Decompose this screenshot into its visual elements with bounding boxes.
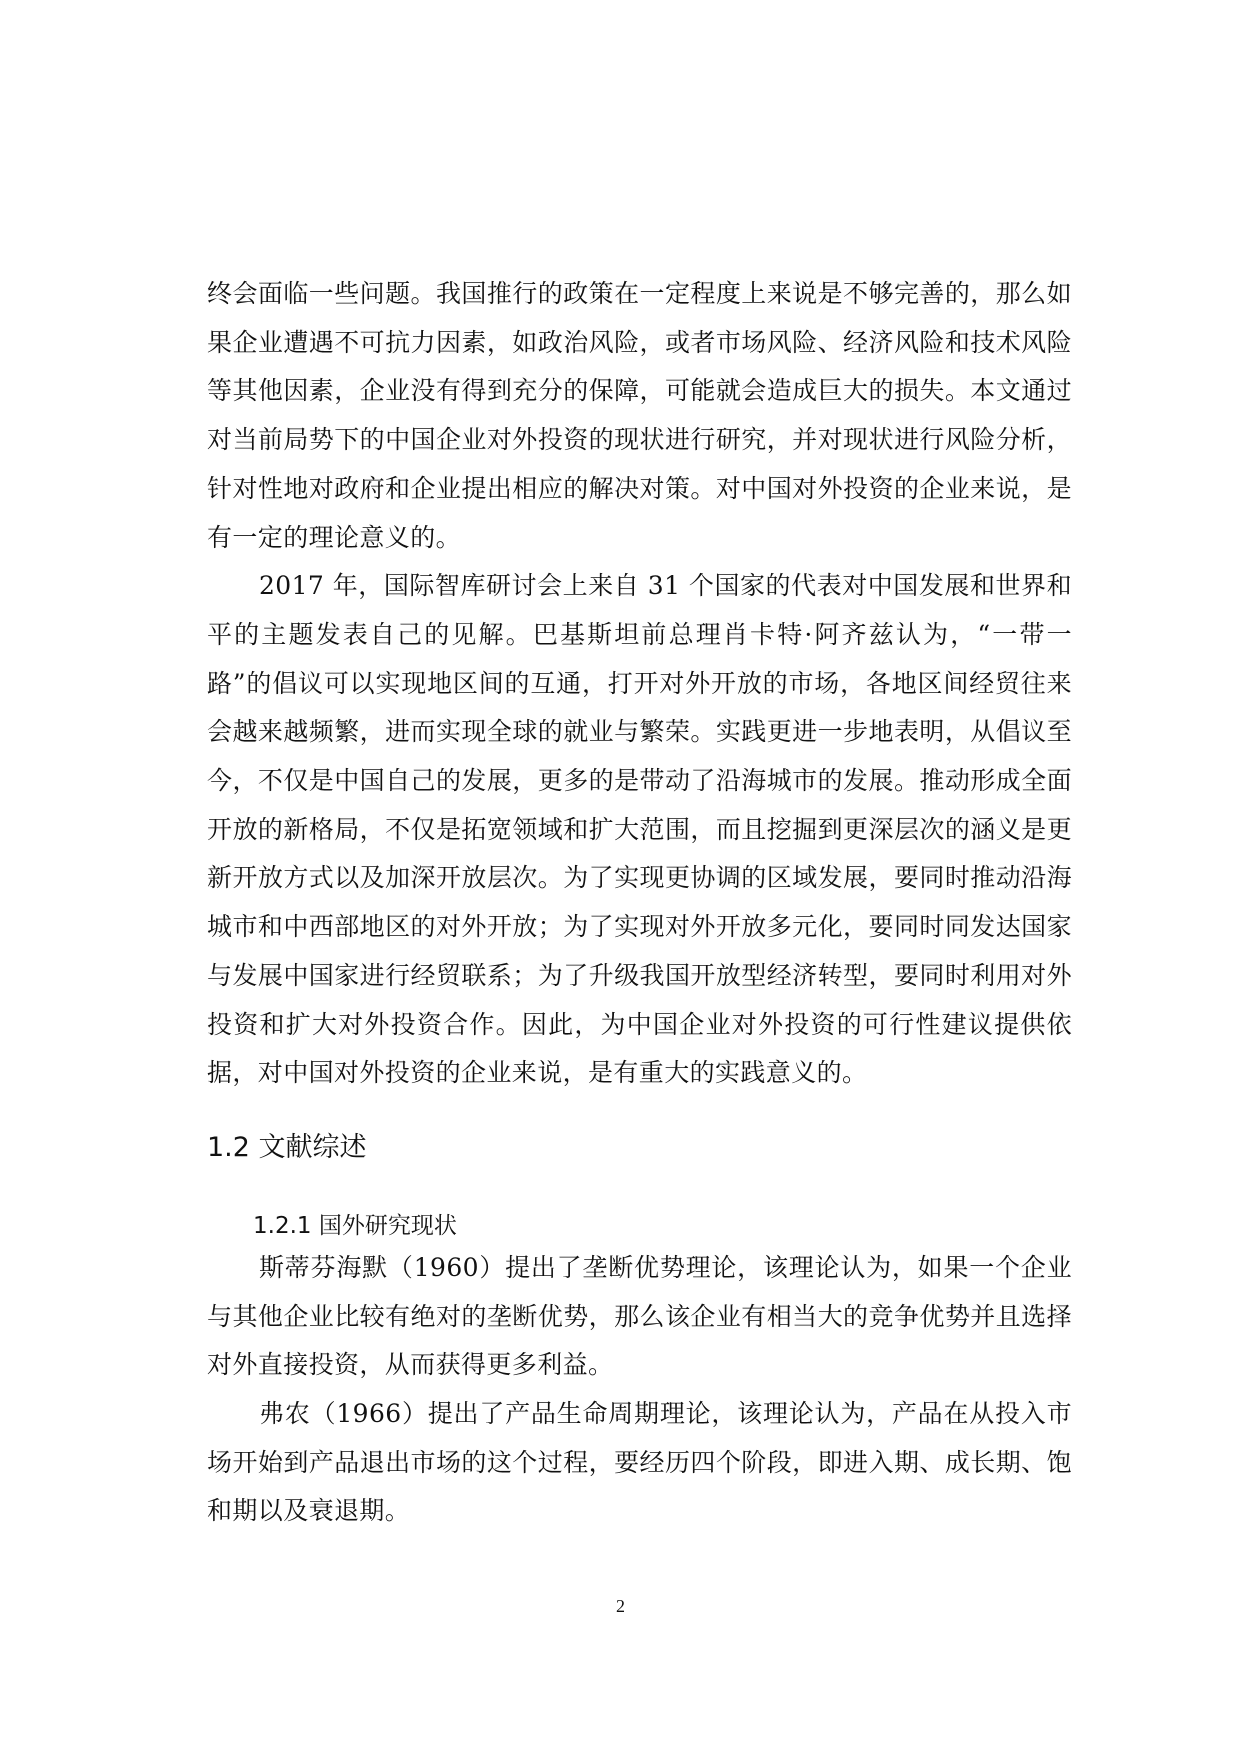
paragraph-vernon: 弗农（1966）提出了产品生命周期理论，该理论认为，产品在从投入市场开始到产品退出市场的这个过程，要经历四个阶段，即进入期、成长期、饱和期以及衰退期。 bbox=[207, 1399, 1072, 1526]
page-number: 2 bbox=[616, 1596, 625, 1616]
paragraph-continuation: 终会面临一些问题。我国推行的政策在一定程度上来说是不够完善的，那么如果企业遭遇不可抗力因素，如政治风险，或者市场风险、经济风险和技术风险等其他因素，企业没有得到充分的保障，可能就会造成巨大的损失。本文通过对当前局势下的中国企业对外投资的现状进行研究，并对现状进行风险分析，针对性地对政府和企业提出相应的解决对策。对中国对外投资的企业来说，是有一定的理论意义的。 bbox=[207, 279, 1072, 552]
paragraph-belt-and-road: 2017 年，国际智库研讨会上来自 31 个国家的代表对中国发展和世界和平的主题发表自己的见解。巴基斯坦前总理肖卡特·阿齐兹认为，“一带一路”的倡议可以实现地区间的互通，打开对外开放的市场，各地区间经贸往来会越来越频繁，进而实现全球的就业与繁荣。实践更进一步地表明，从倡议至今，不仅是中国自己的发展，更多的是带动了沿海城市的发展。推动形成全面开放的新格局，不仅是拓宽领域和扩大范围，而且挖掘到更深层次的涵义是更新开放方式以及加深开放层次。为了实现更协调的区域发展，要同时推动沿海城市和中西部地区的对外开放；为了实现对外开放多元化，要同时同发达国家与发展中国家进行经贸联系；为了升级我国开放型经济转型，要同时利用对外投资和扩大对外投资合作。因此，为中国企业对外投资的可行性建议提供依据，对中国对外投资的企业来说，是有重大的实践意义的。 bbox=[207, 571, 1072, 1088]
page-body bbox=[207, 270, 1072, 1536]
subsection-heading: 1.2.1 国外研究现状 bbox=[253, 1212, 457, 1239]
paragraph-hymer: 斯蒂芬海默（1960）提出了垄断优势理论，该理论认为，如果一个企业与其他企业比较有绝对的垄断优势，那么该企业有相当大的竞争优势并且选择对外直接投资，从而获得更多利益。 bbox=[207, 1252, 1072, 1380]
section-heading: 1.2 文献综述 bbox=[207, 1131, 367, 1163]
